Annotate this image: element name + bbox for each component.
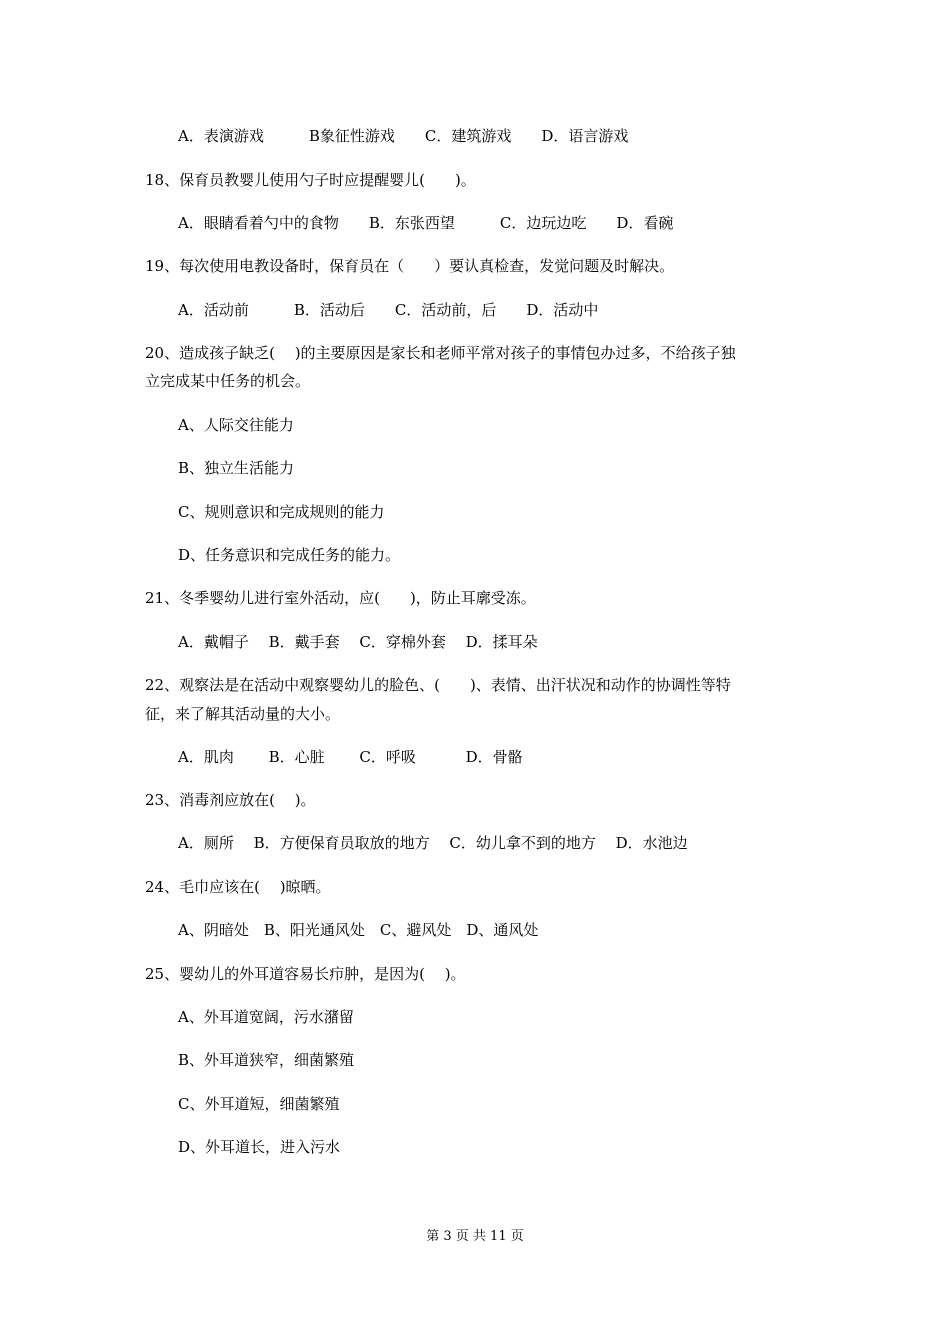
q20-option-a: A、人际交往能力	[178, 416, 294, 434]
q22-text-line1: 22、观察法是在活动中观察婴幼儿的脸色、( )、表情、出汗状况和动作的协调性等特	[145, 676, 731, 694]
q23-text: 23、消毒剂应放在( )。	[145, 791, 316, 809]
q22-text-line2: 征，来了解其活动量的大小。	[145, 705, 341, 723]
q20-text-line1: 20、造成孩子缺乏( )的主要原因是家长和老师平常对孩子的事情包办过多，不给孩子独	[145, 344, 736, 362]
q17-options: A．表演游戏 B象征性游戏 C．建筑游戏 D．语言游戏	[178, 127, 629, 145]
q19-text: 19、每次使用电教设备时，保育员在（ ）要认真检查，发觉问题及时解决。	[145, 257, 675, 275]
q18-text: 18、保育员教婴儿使用勺子时应提醒婴儿( )。	[145, 171, 476, 189]
q20-option-d: D、任务意识和完成任务的能力。	[178, 546, 401, 564]
q18-options: A．眼睛看着勺中的食物 B．东张西望 C．边玩边吃 D．看碗	[178, 214, 674, 232]
q25-option-c: C、外耳道短，细菌繁殖	[178, 1095, 340, 1113]
q23-options: A．厕所 B．方便保育员取放的地方 C．幼儿拿不到的地方 D．水池边	[178, 834, 688, 852]
q25-option-d: D、外耳道长，进入污水	[178, 1138, 341, 1156]
q20-text-line2: 立完成某中任务的机会。	[145, 372, 311, 390]
q25-option-a: A、外耳道宽阔，污水潴留	[178, 1008, 354, 1026]
q24-options: A、阴暗处 B、阳光通风处 C、避风处 D、通风处	[178, 921, 539, 939]
q25-option-b: B、外耳道狭窄，细菌繁殖	[178, 1051, 355, 1069]
q22-options: A．肌肉 B．心脏 C．呼吸 D．骨骼	[178, 748, 523, 766]
q20-option-c: C、规则意识和完成规则的能力	[178, 503, 385, 521]
page-footer: 第 3 页 共 11 页	[426, 1229, 524, 1244]
q25-text: 25、婴幼儿的外耳道容易长疖肿，是因为( )。	[145, 965, 466, 983]
q20-option-b: B、独立生活能力	[178, 459, 295, 477]
q21-text: 21、冬季婴幼儿进行室外活动，应( )，防止耳廓受冻。	[145, 589, 536, 607]
q21-options: A．戴帽子 B．戴手套 C．穿棉外套 D．揉耳朵	[178, 633, 538, 651]
q24-text: 24、毛巾应该在( )晾晒。	[145, 878, 331, 896]
q19-options: A．活动前 B．活动后 C．活动前，后 D．活动中	[178, 301, 599, 319]
